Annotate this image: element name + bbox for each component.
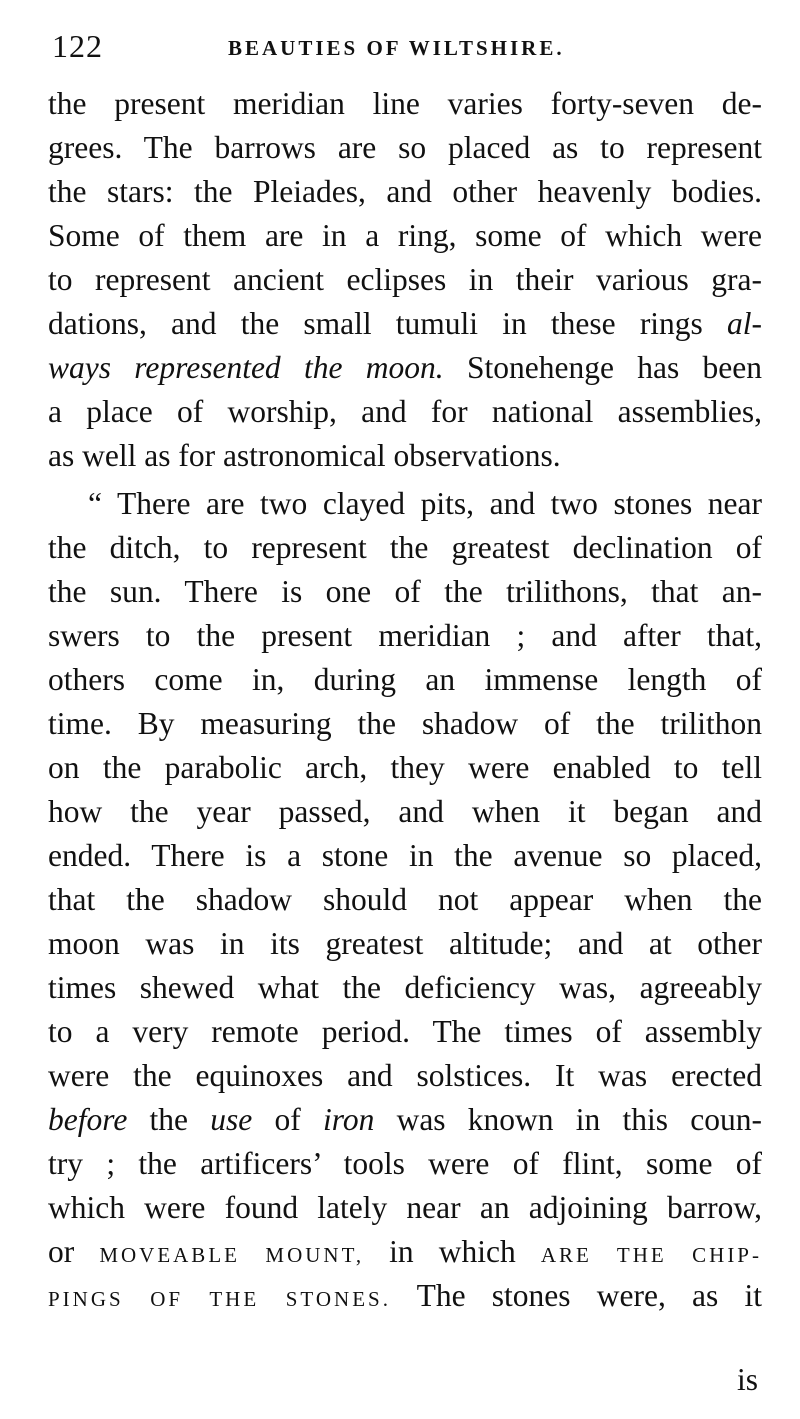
text-line: the present meridian line varies forty-seven de-	[48, 86, 762, 121]
small-caps-span: PINGS OF THE STONES.	[48, 1287, 391, 1311]
text-span: the	[127, 1102, 211, 1137]
small-caps-span: ARE THE CHIP-	[540, 1243, 762, 1267]
text-line	[48, 1276, 762, 1316]
text-span: The stones were, as it	[390, 1278, 762, 1313]
running-title: BEAUTIES OF WILTSHIRE.	[228, 36, 565, 60]
text-line: times shewed what the deficiency was, agreeably	[48, 970, 762, 1005]
text-line: to a very remote period. The times of assembly	[48, 1014, 762, 1049]
text-line: grees. The barrows are so placed as to represent	[48, 130, 762, 165]
italic-span: al-	[727, 306, 762, 341]
text-span: of	[252, 1102, 323, 1137]
text-line: swers to the present meridian ; and after that,	[48, 618, 762, 653]
text-line: as well as for astronomical observations.	[48, 438, 561, 473]
text-line: ended. There is a stone in the avenue so placed,	[48, 838, 762, 873]
text-span: or	[48, 1234, 100, 1269]
text-span: in which	[364, 1234, 541, 1269]
text-line: “ There are two clayed pits, and two stones near	[88, 486, 762, 521]
text-line	[48, 348, 762, 388]
text-line: Some of them are in a ring, some of which were	[48, 218, 762, 253]
text-line: others come in, during an immense length of	[48, 662, 762, 697]
text-line: a place of worship, and for national assemblies,	[48, 394, 762, 429]
text-line: which were found lately near an adjoining barrow,	[48, 1190, 762, 1225]
text-line	[48, 1100, 762, 1140]
text-line	[48, 304, 762, 344]
page-header	[52, 28, 762, 68]
text-line: try ; the artificers’ tools were of flint, some of	[48, 1146, 762, 1181]
italic-span: iron	[323, 1102, 375, 1137]
text-line: that the shadow should not appear when the	[48, 882, 762, 917]
text-span: dations, and the small tumuli in these rings	[48, 306, 727, 341]
text-line: time. By measuring the shadow of the trilithon	[48, 706, 762, 741]
page-number: 122	[52, 28, 103, 64]
text-line: moon was in its greatest altitude; and at other	[48, 926, 762, 961]
italic-span: use	[210, 1102, 253, 1137]
text-line: the stars: the Pleiades, and other heavenly bodies.	[48, 174, 762, 209]
catchword: is	[736, 1362, 758, 1397]
text-line: how the year passed, and when it began and	[48, 794, 762, 829]
italic-span: before	[48, 1102, 128, 1137]
small-caps-span: MOVEABLE MOUNT,	[99, 1243, 365, 1267]
text-line: the ditch, to represent the greatest declination of	[48, 530, 762, 565]
text-span: Stonehenge has been	[443, 350, 762, 385]
text-line	[48, 1232, 762, 1272]
text-line: on the parabolic arch, they were enabled to tell	[48, 750, 762, 785]
italic-span: ways represented the moon.	[48, 350, 444, 385]
text-span: was known in this coun-	[374, 1102, 762, 1137]
text-line: the sun. There is one of the trilithons, that an-	[48, 574, 762, 609]
text-line: were the equinoxes and solstices. It was erected	[48, 1058, 762, 1093]
text-line: to represent ancient eclipses in their various gra-	[48, 262, 762, 297]
